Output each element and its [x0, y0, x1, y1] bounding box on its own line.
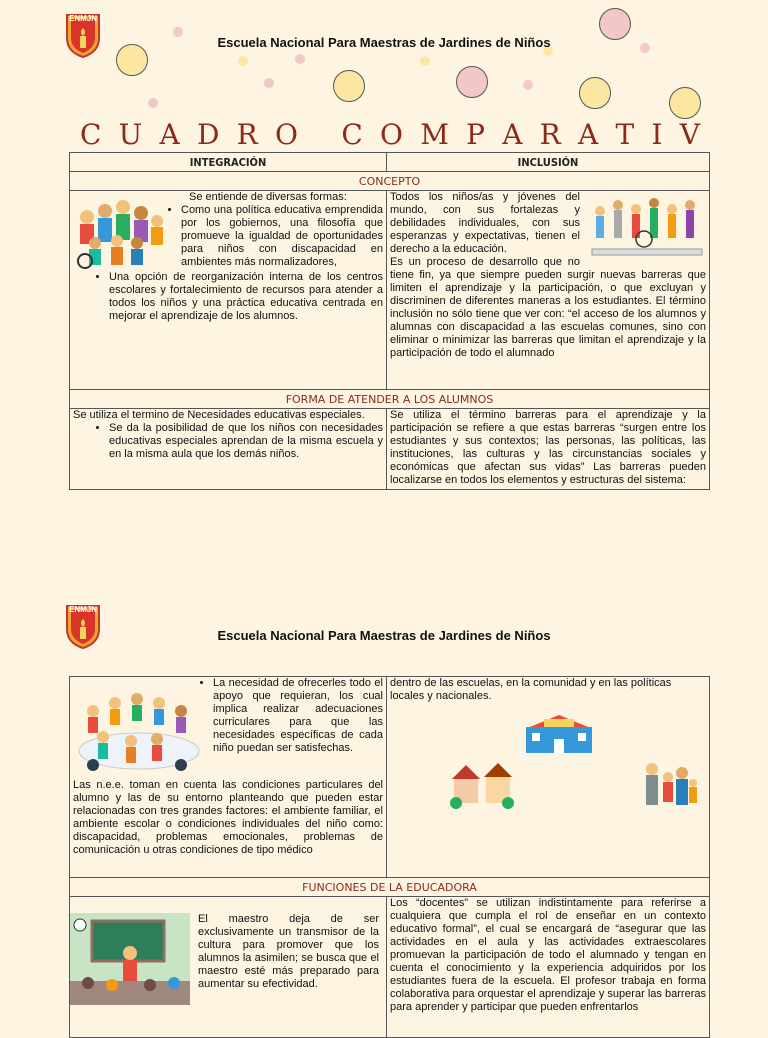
title-letter: R — [539, 118, 561, 151]
title-letter: A — [578, 118, 599, 151]
houses-illustration — [448, 759, 518, 809]
school-name: Escuela Nacional Para Maestras de Jardines de Niños — [217, 628, 551, 643]
title-letter: T — [615, 118, 635, 151]
concepto-inclusion-text-2: Es un proceso de desarrollo que no tiene fin, ya que siempre pueden surgir nuevas barreras que limiten el aprendizaje y la participación, o que excluyan y discriminen de diferentes maneras a los estudiantes. El término inclusión no sólo tiene que ver con: “el acceso de los alumnos y alumnas con discapacidad a las escuelas comunes, sino con eliminar o minimizar las barreras que limitan el aprendizaje y la participación de todo el alumnado — [390, 256, 706, 359]
title-letter: D — [196, 118, 220, 151]
school-building-illustration — [520, 713, 598, 755]
funciones-inclusion-cell: Los “docentes” se utilizan indistintamente para referirse a cualquiera que cumpla el rol de enseñar en un contexto educativo formal”, el cual se encargará de “asegurar que las actividades en el aula y las actividades extraescolares promuevan la participación de todo el alumnado y tengan en cuenta el conocimiento y la experiencia adquiridos por los estudiantes fuera de la escuela. El profesor trabaja en forma colaborativa para orquestar el aprendizaje y superar las barreras para aprender y participar que pueden enfrentarlos — [387, 897, 710, 1038]
decor-dot — [523, 80, 533, 90]
concepto-inclusion-text: Todos los niños/as y jóvenes del mundo, con sus fortalezas y debilidades individuales, con sus esperanzas y expectativas, tienen el derecho a la educación. — [390, 191, 580, 255]
inclusion-cont-cell — [387, 677, 710, 878]
children-circle-illustration — [73, 681, 205, 777]
title-letter: A — [502, 118, 523, 151]
forma-integracion-cell — [70, 409, 387, 490]
decor-dot — [148, 98, 158, 108]
title-letter: C — [80, 118, 102, 151]
column-header-inclusion: INCLUSIÓN — [387, 153, 710, 172]
title-letter: R — [236, 118, 258, 151]
concepto-intro: Se entiende de diversas formas: — [189, 191, 347, 203]
title-letter: I — [651, 118, 663, 151]
necesidad-cell — [70, 677, 387, 878]
page-title — [80, 118, 700, 151]
children-group-illustration — [73, 195, 165, 269]
decor-dot — [579, 77, 611, 109]
diverse-people-illustration — [588, 195, 706, 261]
funciones-integracion-text: El maestro deja de ser exclusivamente un transmisor de la cultura para promover que los alumnos la asimilen; se busca que el maestro esté más preparado para aumentar su efectividad. — [198, 913, 379, 990]
forma-inclusion-cell: Se utiliza el término barreras para el aprendizaje y la participación se refiere a que estas barreras “surgen entre los estudiantes y sus contextos; las personas, las políticas, las instituciones, las culturas y las circunstancias sociales y económicas que afectan sus vidas” Las barreras pueden localizarse en todos los elementos y estructuras del sistema: — [387, 409, 710, 490]
title-letter: O — [275, 118, 298, 151]
logo-text: ENMJN — [68, 14, 97, 23]
list-item: • La necesidad de ofrecerles todo el apoyo que requieran, los cual implica realizar adecuaciones curriculares para que las necesidades específicas de cada niño puedan ser satisfechas. — [89, 677, 383, 755]
decor-dot — [295, 54, 305, 64]
title-letter: A — [159, 118, 180, 151]
title-letter: C — [341, 118, 363, 151]
nee-text: Las n.e.e. toman en cuenta las condiciones particulares del alumno y las de su entorno planteando que pueden estar relacionadas con tres grandes factores: el ambiente familiar, el ambiente escolar o condiciones individuales del niño como: discapacidad, problemas emocionales, problemas de comunicación u otras condiciones de tipo médico — [73, 779, 383, 856]
funciones-integracion-cell — [70, 897, 387, 1038]
forma-intro: Se utiliza el termino de Necesidades educativas especiales. — [73, 409, 365, 421]
title-letter: O — [380, 118, 403, 151]
list-item: • Como una política educativa emprendida por los gobiernos, una filosofía que promueve la igualdad de oportunidades para niños con discapacidad en ambientes más normalizadores, — [181, 204, 383, 269]
decor-dot — [420, 56, 430, 66]
school-name: Escuela Nacional Para Maestras de Jardines de Niños — [217, 35, 551, 50]
comparison-table-1 — [69, 152, 710, 490]
classroom-illustration — [70, 913, 190, 1005]
list-item: • Una opción de reorganización interna de los centros escolares y fortalecimiento de recursos para atender a todos los niños y una práctica educativa centrada en mejorar el aprendizaje de los alumnos. — [109, 271, 383, 323]
list-item: • Se da la posibilidad de que los niños con necesidades educativas especiales aprendan de la misma escuela y en la misma aula que los demás niños. — [109, 422, 383, 461]
title-letter: P — [466, 118, 485, 151]
concepto-integracion-cell — [70, 191, 387, 390]
inclusion-cont-text: dentro de las escuelas, en la comunidad y en las políticas locales y nacionales. — [390, 677, 672, 702]
decor-dot — [456, 66, 488, 98]
section-header-forma: FORMA DE ATENDER A LOS ALUMNOS — [70, 390, 710, 409]
logo-text: ENMJN — [68, 605, 97, 614]
comparison-table-2 — [69, 676, 710, 1038]
section-header-funciones: FUNCIONES DE LA EDUCADORA — [70, 878, 710, 897]
concepto-inclusion-cell — [387, 191, 710, 390]
title-letter: M — [420, 118, 449, 151]
title-letter: V — [679, 118, 700, 151]
column-header-integracion: INTEGRACIÓN — [70, 153, 387, 172]
decor-dot — [264, 78, 274, 88]
title-letter — [315, 118, 324, 151]
decor-dot — [238, 56, 248, 66]
decor-dot — [333, 70, 365, 102]
title-letter: U — [118, 118, 143, 151]
family-illustration — [642, 759, 698, 809]
decor-dot — [669, 87, 701, 119]
section-header-concepto: CONCEPTO — [70, 172, 710, 191]
